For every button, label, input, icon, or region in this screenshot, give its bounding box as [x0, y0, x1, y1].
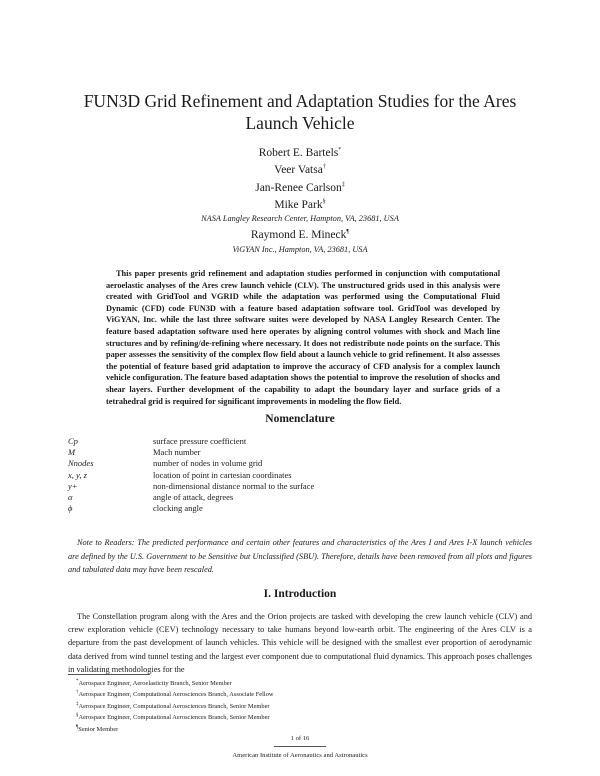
- nomenclature-row: [68, 436, 508, 447]
- nomenclature-row: [68, 503, 508, 514]
- author-name: Jan-Renee Carlson‡: [255, 181, 345, 194]
- nomenclature-definition: Mach number: [153, 447, 201, 458]
- organization-footer: American Institute of Aeronautics and Astronautics: [232, 752, 368, 759]
- author-name: Robert E. Bartels*: [258, 146, 342, 159]
- nomenclature-symbol: y+: [68, 480, 78, 491]
- nomenclature-list: [68, 436, 508, 514]
- nomenclature-definition: surface pressure coefficient: [153, 436, 247, 446]
- nomenclature-row: [68, 447, 508, 458]
- footnote: ‡Aerospace Engineer, Computational Aerosciences Branch, Senior Member: [76, 701, 270, 710]
- nomenclature-row: [68, 458, 508, 469]
- page-footer-divider: [274, 746, 326, 747]
- nomenclature-heading: Nomenclature: [265, 413, 335, 425]
- footnote-divider: [68, 674, 150, 675]
- nomenclature-symbol: α: [68, 491, 73, 502]
- nomenclature-symbol: Nnodes: [68, 458, 94, 469]
- nomenclature-row: [68, 481, 508, 492]
- footnote: ¶Senior Member: [76, 724, 119, 733]
- nomenclature-row: [68, 492, 508, 503]
- nomenclature-symbol: M: [68, 447, 76, 458]
- footnote: †Aerospace Engineer, Computational Aerosciences Branch, Associate Fellow: [76, 690, 274, 699]
- nomenclature-definition: angle of attack, degrees: [153, 491, 234, 502]
- nomenclature-definition: location of point in cartesian coordinates: [153, 469, 292, 480]
- author-name: Mike Park§: [274, 198, 326, 211]
- author-name: Veer Vatsa†: [274, 164, 326, 177]
- footnote: §Aerospace Engineer, Computational Aerosciences Branch, Senior Member: [76, 713, 270, 722]
- affiliation: ViGYAN Inc., Hampton, VA, 23681, USA: [232, 244, 368, 254]
- abstract: This paper presents grid refinement and adaptation studies performed in conjunction with computational aeroelastic analyses of the Ares crew launch vehicle (CLV). The unstructured grids used in this analysis were created with GridTool and VGRID while the adaptation was performed using the Computational Fluid Dynamic (CFD) code FUN3D with a feature based adaptation software tool. GridTool was developed by ViGYAN, Inc. while the last three software suites were developed by NASA Langley Research Center. The feature based adaptation software used here operates by aligning control volumes with shock and Mach line structures and by refining/de-refining where necessary. It does not redistribute node points on the surface. This paper assesses the sensitivity of the complex flow field about a launch vehicle to grid refinement. It also assesses the potential of feature based grid adaptation to improve the accuracy of CFD analysis for a complex launch vehicle configuration. The feature based adaptation shows the potential to improve the resolution of shocks and shear layers. Further development of the capability to adapt the boundary layer and surface grids of a tetrahedral grid is required for significant improvements in modeling the flow field.: [106, 269, 500, 406]
- section-heading: I. Introduction: [263, 588, 337, 600]
- page-number: 1 of 16: [290, 735, 310, 742]
- note-to-readers: Note to Readers: The predicted performance and certain other features and characteristics of the Ares I and Ares I-X launch vehicles are defined by the U.S. Government to be Sensitive but Unclassified (SBU). Therefore, details have been removed from all plots and figures and tabulated data may have been rescaled.: [68, 538, 532, 574]
- paper-title: FUN3D Grid Refinement and Adaptation Studies for the Ares Launch Vehicle: [83, 91, 517, 133]
- nomenclature-definition: number of nodes in volume grid: [153, 458, 263, 469]
- author-block: [100, 143, 500, 256]
- footnotes: [76, 677, 273, 734]
- nomenclature-definition: clocking angle: [153, 503, 203, 514]
- nomenclature-symbol: ϕ: [68, 503, 73, 514]
- nomenclature-definition: non-dimensional distance normal to the surface: [153, 480, 315, 491]
- nomenclature-symbol: x, y, z: [68, 469, 87, 480]
- introduction-text: The Constellation program along with the Ares and the Orion projects are tasked with developing the crew launch vehicle (CLV) and crew exploration vehicle (CEV) technology necessary to take humans beyond low-earth orbit. The engineering of the Ares CLV is a departure from the past development of launch vehicles. This vehicle will be designed with the smallest ever proportion of aerodynamic data derived from wind tunnel testing and the largest ever component due to computational fluid dynamics. This approach poses challenges in validating methodologies for the: [68, 612, 532, 674]
- nomenclature-symbol: Cp: [68, 436, 78, 446]
- footnote: *Aerospace Engineer, Aeroelasticity Branch, Senior Member: [76, 679, 232, 688]
- author-name: Raymond E. Mineck¶: [250, 229, 350, 242]
- affiliation: NASA Langley Research Center, Hampton, VA, 23681, USA: [201, 214, 399, 224]
- nomenclature-row: [68, 470, 508, 481]
